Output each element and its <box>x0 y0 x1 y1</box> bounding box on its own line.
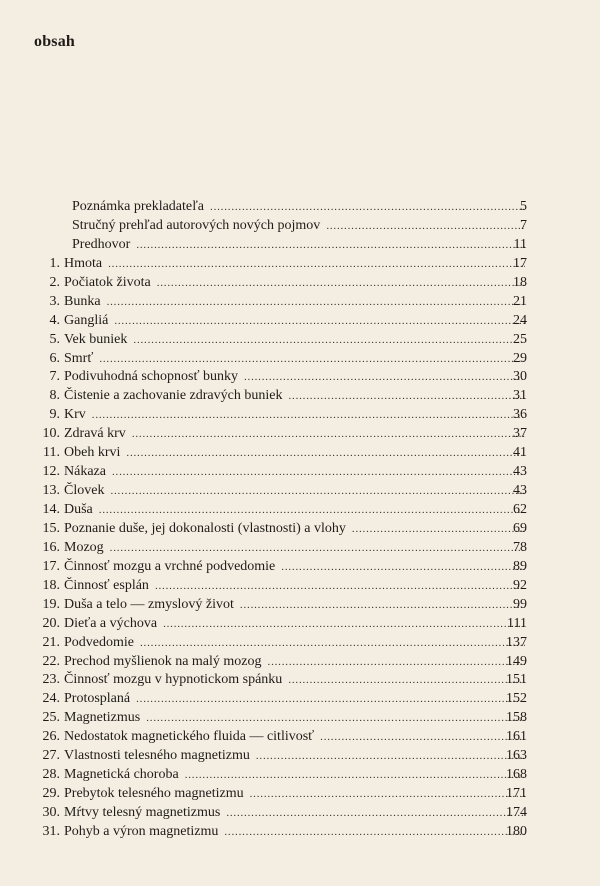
toc-page-number: 78 <box>513 539 527 555</box>
toc-title: Nedostatok magnetického fluida — citlivosť <box>64 729 315 745</box>
chapter-number: 25. <box>42 710 60 726</box>
toc-row-chapter-2 <box>0 274 600 293</box>
chapter-number: 3. <box>49 293 60 309</box>
dot-leader <box>256 747 525 766</box>
chapter-number: 2. <box>49 274 60 290</box>
toc-title: Činnosť mozgu a vrchné podvedomie <box>64 558 276 574</box>
toc-title: Vlastnosti telesného magnetizmu <box>64 748 250 764</box>
dot-leader <box>224 823 525 842</box>
dot-leader <box>226 804 525 823</box>
toc-row-chapter-3 <box>0 293 600 312</box>
dot-leader <box>114 312 525 331</box>
toc-row-chapter-6 <box>0 350 600 369</box>
toc-row-chapter-28 <box>0 766 600 785</box>
toc-title: Prebytok telesného magnetizmu <box>64 786 244 802</box>
dot-leader <box>163 615 525 634</box>
toc-title: Činnosť mozgu v hypnotickom spánku <box>64 672 283 688</box>
chapter-number: 15. <box>42 520 60 536</box>
dot-leader <box>155 577 525 596</box>
toc-page-number: 168 <box>506 767 527 783</box>
toc-row-chapter-17 <box>0 558 600 577</box>
toc-row-chapter-19 <box>0 596 600 615</box>
chapter-number: 24. <box>42 691 60 707</box>
toc-row-chapter-7 <box>0 368 600 387</box>
toc-row-chapter-4 <box>0 312 600 331</box>
chapter-number: 9. <box>49 407 60 423</box>
toc-page-number: 180 <box>506 823 527 839</box>
dot-leader <box>136 236 525 255</box>
toc-row-chapter-24 <box>0 690 600 709</box>
dot-leader <box>244 368 525 387</box>
dot-leader <box>126 444 525 463</box>
toc-title: Duša a telo — zmyslový život <box>64 596 234 612</box>
dot-leader <box>108 255 525 274</box>
dot-leader <box>133 331 525 350</box>
chapter-number: 14. <box>42 502 60 517</box>
toc-row-preface-2 <box>0 236 600 255</box>
toc-title: Protosplaná <box>64 691 131 707</box>
toc-row-preface-1 <box>0 217 600 236</box>
toc-page-number: 111 <box>507 615 527 631</box>
dot-leader <box>92 406 525 425</box>
toc-title: Dieťa a výchova <box>64 615 158 631</box>
toc-page-number: 43 <box>513 483 527 499</box>
toc-title: Čistenie a zachovanie zdravých buniek <box>64 388 283 404</box>
toc-page-number: 62 <box>513 502 527 517</box>
toc-page-number: 163 <box>506 748 527 764</box>
toc-row-chapter-10 <box>0 425 600 444</box>
toc-row-chapter-5 <box>0 331 600 350</box>
toc-page-number: 30 <box>513 369 527 385</box>
toc-page-number: 152 <box>506 691 527 707</box>
dot-leader <box>99 350 525 369</box>
chapter-number: 27. <box>42 748 60 764</box>
toc-page-number: 29 <box>513 350 527 366</box>
dot-leader <box>136 690 525 709</box>
chapter-number: 22. <box>42 653 60 669</box>
toc-title: Gangliá <box>64 312 109 328</box>
toc-page-number: 24 <box>513 312 527 328</box>
toc-row-chapter-20 <box>0 615 600 634</box>
toc-page-number: 161 <box>506 729 527 745</box>
dot-leader <box>99 501 525 520</box>
toc-page-number: 99 <box>513 596 527 612</box>
chapter-number: 8. <box>49 388 60 404</box>
toc-row-chapter-15 <box>0 520 600 539</box>
chapter-number: 13. <box>42 483 60 499</box>
toc-page-number: 36 <box>513 407 527 423</box>
toc-page-number: 89 <box>513 558 527 574</box>
chapter-number: 20. <box>42 615 60 631</box>
chapter-number: 26. <box>42 729 60 745</box>
dot-leader <box>288 671 525 690</box>
toc-page-number: 151 <box>506 672 527 688</box>
chapter-number: 28. <box>42 767 60 783</box>
dot-leader <box>288 387 525 406</box>
chapter-number: 18. <box>42 577 60 593</box>
toc-title: Duša <box>64 502 93 517</box>
toc-page-number: 149 <box>506 653 527 669</box>
toc-title: Predhovor <box>72 236 131 252</box>
toc-title: Magnetická choroba <box>64 767 179 783</box>
toc-row-preface-0 <box>0 198 600 217</box>
dot-leader <box>140 634 525 653</box>
toc-title: Poznanie duše, jej dokonalosti (vlastnosti) a vlohy <box>64 520 346 536</box>
dot-leader <box>146 709 525 728</box>
toc-title: Smrť <box>64 350 94 366</box>
dot-leader <box>268 653 525 672</box>
chapter-number: 31. <box>42 823 60 839</box>
dot-leader <box>210 198 525 217</box>
dot-leader <box>112 463 525 482</box>
toc-row-chapter-26 <box>0 728 600 747</box>
chapter-number: 21. <box>42 634 60 650</box>
chapter-number: 29. <box>42 786 60 802</box>
toc-title: Počiatok života <box>64 274 151 290</box>
toc-page-number: 7 <box>520 217 527 233</box>
chapter-number: 23. <box>42 672 60 688</box>
toc-page-number: 69 <box>513 520 527 536</box>
toc-page-number: 41 <box>513 445 527 461</box>
dot-leader <box>185 766 525 785</box>
toc-title: Krv <box>64 407 86 423</box>
toc-row-chapter-22 <box>0 653 600 672</box>
toc-page-number: 92 <box>513 577 527 593</box>
dot-leader <box>107 293 525 312</box>
table-of-contents <box>0 198 600 842</box>
dot-leader <box>240 596 525 615</box>
chapter-number: 7. <box>49 369 60 385</box>
chapter-number: 12. <box>42 464 60 480</box>
toc-title: Prechod myšlienok na malý mozog <box>64 653 262 669</box>
toc-page-number: 137 <box>506 634 527 650</box>
dot-leader <box>110 482 525 501</box>
toc-title: Hmota <box>64 255 103 271</box>
dot-leader <box>250 785 525 804</box>
toc-title: Zdravá krv <box>64 426 126 442</box>
toc-page-number: 18 <box>513 274 527 290</box>
toc-row-chapter-9 <box>0 406 600 425</box>
toc-page-number: 174 <box>506 805 527 820</box>
chapter-number: 17. <box>42 558 60 574</box>
chapter-number: 19. <box>42 596 60 612</box>
toc-row-chapter-25 <box>0 709 600 728</box>
dot-leader <box>110 539 525 558</box>
chapter-number: 11. <box>43 445 60 461</box>
toc-page-number: 21 <box>513 293 527 309</box>
toc-title: Nákaza <box>64 464 106 480</box>
toc-page-number: 25 <box>513 331 527 347</box>
chapter-number: 6. <box>49 350 60 366</box>
toc-title: Magnetizmus <box>64 710 141 726</box>
dot-leader <box>281 558 525 577</box>
toc-title: Podvedomie <box>64 634 134 650</box>
toc-page-number: 43 <box>513 464 527 480</box>
toc-page-number: 17 <box>513 255 527 271</box>
chapter-number: 30. <box>42 805 60 820</box>
dot-leader <box>132 425 525 444</box>
toc-title: Mozog <box>64 539 104 555</box>
toc-title: Vek buniek <box>64 331 128 347</box>
toc-row-chapter-23 <box>0 671 600 690</box>
page-title: obsah <box>34 33 76 50</box>
toc-row-chapter-16 <box>0 539 600 558</box>
toc-row-chapter-12 <box>0 463 600 482</box>
toc-page-number: 171 <box>506 786 527 802</box>
toc-row-chapter-30 <box>0 804 600 823</box>
toc-row-chapter-18 <box>0 577 600 596</box>
toc-title: Človek <box>64 483 105 499</box>
toc-page-number: 11 <box>513 236 527 252</box>
toc-title: Pohyb a výron magnetizmu <box>64 823 219 839</box>
toc-title: Podivuhodná schopnosť bunky <box>64 369 238 385</box>
toc-row-chapter-14 <box>0 501 600 520</box>
toc-title: Obeh krvi <box>64 445 121 461</box>
chapter-number: 5. <box>49 331 60 347</box>
toc-title: Bunka <box>64 293 101 309</box>
toc-row-chapter-21 <box>0 634 600 653</box>
toc-title: Mŕtvy telesný magnetizmus <box>64 805 221 820</box>
toc-row-chapter-8 <box>0 387 600 406</box>
toc-row-chapter-11 <box>0 444 600 463</box>
toc-page-number: 31 <box>513 388 527 404</box>
toc-page-number: 158 <box>506 710 527 726</box>
toc-title: Stručný prehľad autorových nových pojmov <box>72 217 321 233</box>
dot-leader <box>157 274 525 293</box>
chapter-number: 10. <box>42 426 60 442</box>
toc-row-chapter-31 <box>0 823 600 842</box>
toc-row-chapter-13 <box>0 482 600 501</box>
chapter-number: 16. <box>42 539 60 555</box>
toc-page-number: 5 <box>520 199 527 214</box>
toc-title: Poznámka prekladateľa <box>72 199 205 214</box>
toc-row-chapter-29 <box>0 785 600 804</box>
chapter-number: 1. <box>49 255 60 271</box>
toc-row-chapter-27 <box>0 747 600 766</box>
toc-page-number: 37 <box>513 426 527 442</box>
chapter-number: 4. <box>49 312 60 328</box>
toc-title: Činnosť esplán <box>64 577 149 593</box>
toc-row-chapter-1 <box>0 255 600 274</box>
